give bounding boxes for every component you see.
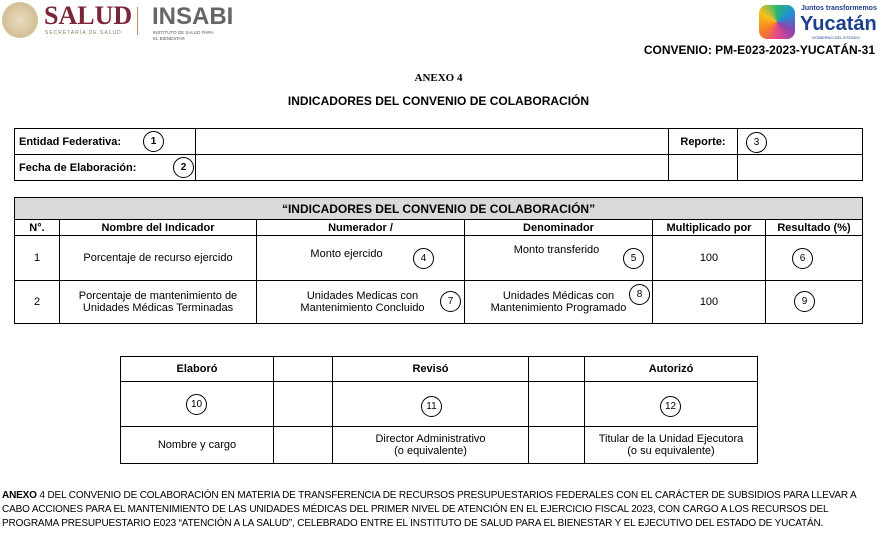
reporte-field[interactable] (738, 129, 863, 155)
table-row: 2 Porcentaje de mantenimiento de Unidades Médicas Terminadas Unidades Medicas con Mantenimiento Concluido 7 Unidades Médicas con Mantenimiento Programado 8 100 9 (15, 281, 863, 324)
footer-text: ANEXO 4 DEL CONVENIO DE COLABORACIÓN EN MATERIA DE TRANSFERENCIA DE RECURSOS PRESUPUESTARIOS FEDERALES CON EL CARÁCTER DE SUBSIDIOS PARA LLEVAR A CABO ACCIONES PARA EL MANTENIMIENTO DE LAS UNIDADES MÉDICAS DEL PRIMER NIVEL DE ATENCIÓN EN EL EJERCICIO FISCAL 2023, CON CARGO A LOS RECURSOS DEL PROGRAMA PRESUPUESTARIO E023 “ATENCIÓN A LA SALUD”, CELEBRADO ENTRE EL INSTITUTO DE SALUD PARA EL BIENESTAR Y EL EJECUTIVO DEL ESTADO DE YUCATÁN. (2, 490, 857, 529)
column-header: N°. (15, 220, 60, 236)
fecha-label: Fecha de Elaboración: (19, 161, 137, 174)
page-title: INDICADORES DEL CONVENIO DE COLABORACIÓN (287, 94, 590, 108)
info-table (14, 128, 863, 181)
column-header: Numerador / (257, 220, 465, 236)
entidad-label: Entidad Federativa: (19, 135, 122, 148)
marker-1: 1 (143, 131, 164, 152)
yucatan-tagline: Juntos transformemos (801, 5, 877, 12)
signature-reviso[interactable]: 11 (333, 382, 529, 427)
divider (137, 7, 138, 35)
yucatan-logo-icon (759, 5, 795, 39)
anexo-label: ANEXO 4 (414, 72, 463, 84)
convenio-number: CONVENIO: PM-E023-2023-YUCATÁN-31 (643, 43, 875, 57)
mexico-seal-logo (2, 2, 38, 38)
marker-2: 2 (173, 157, 194, 178)
yucatan-subtitle: GOBIERNO DEL ESTADO (812, 35, 860, 40)
yucatan-logo: Yucatán (800, 13, 877, 35)
column-header: Nombre del Indicador (60, 220, 257, 236)
fecha-field[interactable] (196, 155, 669, 181)
insabi-logo: INSABI (152, 3, 234, 30)
reporte-label: Reporte: (669, 129, 738, 155)
insabi-subtitle-1: INSTITUTO DE SALUD PARA (153, 30, 214, 35)
signature-autorizo[interactable]: 12 (585, 382, 758, 427)
insabi-subtitle-2: EL BIENESTAR (153, 36, 185, 41)
column-header: Denominador (465, 220, 653, 236)
column-header: Resultado (%) (766, 220, 863, 236)
column-header: Multiplicado por (653, 220, 766, 236)
signature-table: Elaboró Revisó Autorizó 10 11 12 Nombre y cargo Director Administrativo (o equivalente) Titular de la Unidad Ejecutora (o su equivalente) (120, 356, 758, 464)
marker-3: 3 (746, 132, 767, 153)
table-row: 1 Porcentaje de recurso ejercido Monto ejercido 4 Monto transferido 5 100 6 (15, 236, 863, 281)
salud-logo: SALUD (44, 1, 133, 30)
indicators-table (14, 197, 863, 324)
indicators-title: “INDICADORES DEL CONVENIO DE COLABORACIÓN” (15, 198, 863, 220)
signature-elaboro[interactable]: 10 (121, 382, 274, 427)
salud-subtitle: SECRETARÍA DE SALUD (45, 30, 122, 36)
entidad-field[interactable] (196, 129, 669, 155)
